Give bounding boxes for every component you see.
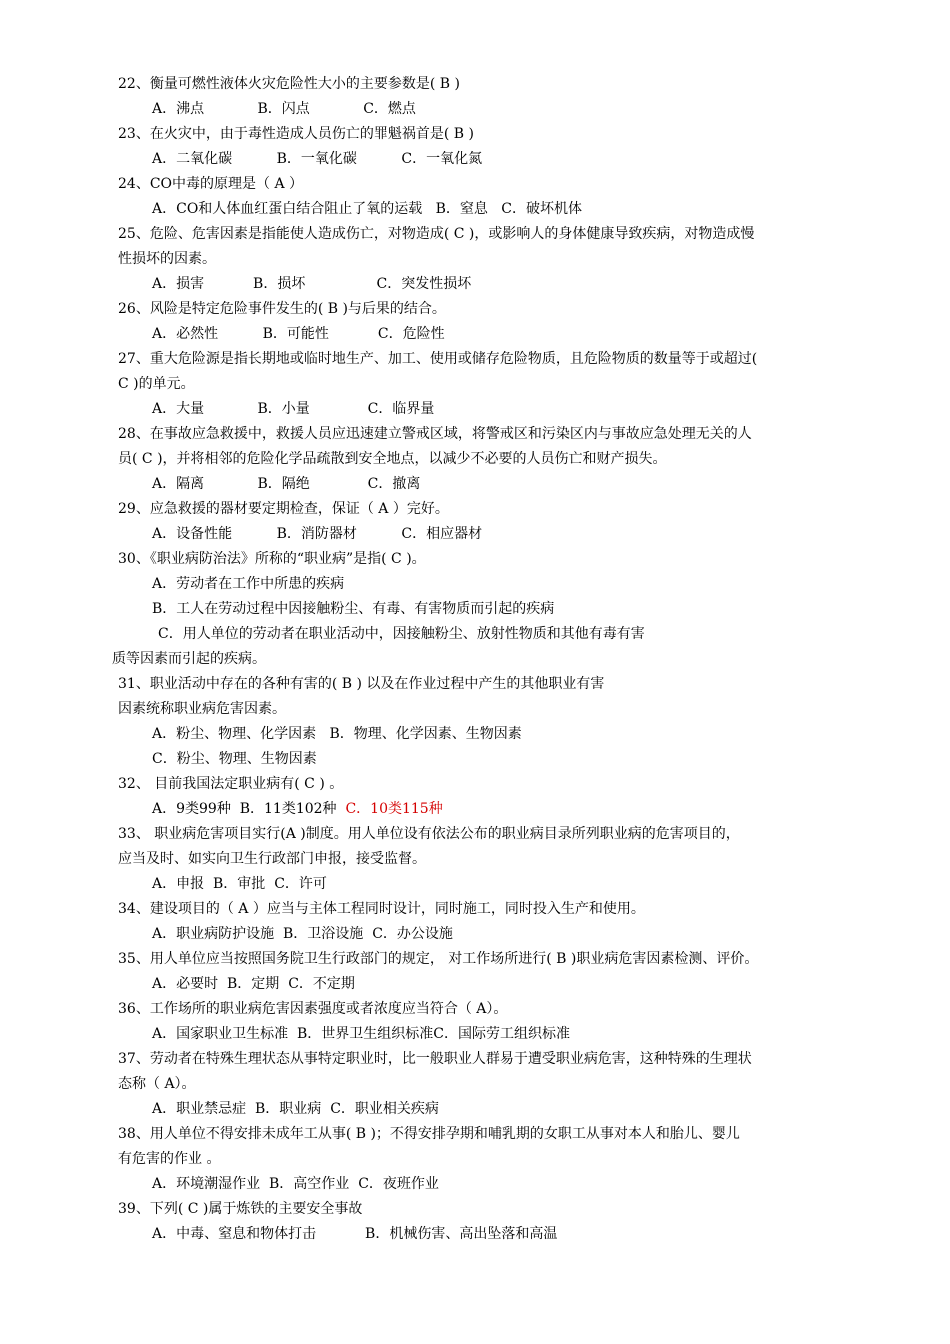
question-37-options: A．职业禁忌症 B．职业病 C．职业相关疾病 [152, 1101, 439, 1117]
question-26-stem: 26、风险是特定危险事件发生的( B )与后果的结合。 [118, 301, 446, 317]
question-28-stem: 28、在事故应急救援中，救援人员应迅速建立警戒区域，将警戒区和污染区内与事故应急处理无关的人 [118, 426, 752, 442]
question-28-stem-continued: 员( C )，并将相邻的危险化学品疏散到安全地点，以减少不必要的人员伤亡和财产损失。 [118, 451, 667, 467]
question-31-stem-continued: 因素统称职业病危害因素。 [118, 701, 286, 717]
question-32-options [152, 799, 443, 819]
question-24-options: A．CO和人体血红蛋白结合阻止了氧的运载 B．窒息 C．破坏机体 [152, 201, 582, 217]
question-27-stem: 27、重大危险源是指长期地或临时地生产、加工、使用或储存危险物质，且危险物质的数量等于或超过( [118, 351, 758, 367]
question-38-options: A．环境潮湿作业 B．高空作业 C．夜班作业 [152, 1176, 439, 1192]
question-39-options: A．中毒、窒息和物体打击 B．机械伤害、高出坠落和高温 [152, 1226, 558, 1242]
question-39-stem: 39、下列( C )属于炼铁的主要安全事故 [118, 1201, 363, 1217]
question-23-stem: 23、在火灾中，由于毒性造成人员伤亡的罪魁祸首是( B ) [118, 126, 474, 142]
question-30-option-b: B．工人在劳动过程中因接触粉尘、有毒、有害物质而引起的疾病 [152, 601, 555, 617]
question-30-option-c-continued: 质等因素而引起的疾病。 [112, 651, 266, 667]
question-28-options: A．隔离 B．隔绝 C．撤离 [152, 476, 421, 492]
question-31-options-ab: A．粉尘、物理、化学因素 B．物理、化学因素、生物因素 [152, 726, 522, 742]
question-22-stem: 22、衡量可燃性液体火灾危险性大小的主要参数是( B ) [118, 76, 460, 92]
question-34-stem: 34、建设项目的（ A ）应当与主体工程同时设计，同时施工，同时投入生产和使用。 [118, 901, 645, 917]
question-34-options: A．职业病防护设施 B．卫浴设施 C．办公设施 [152, 926, 453, 942]
question-29-stem: 29、应急救援的器材要定期检查，保证（ A ）完好。 [118, 501, 449, 517]
question-36-stem: 36、工作场所的职业病危害因素强度或者浓度应当符合（ A）。 [118, 1001, 508, 1017]
question-38-stem: 38、用人单位不得安排未成年工从事( B )；不得安排孕期和哺乳期的女职工从事对本人和胎儿、婴儿 [118, 1126, 740, 1142]
question-32-stem: 32、 目前我国法定职业病有( C ) 。 [118, 776, 344, 792]
question-35-options: A．必要时 B．定期 C．不定期 [152, 976, 355, 992]
question-29-options: A．设备性能 B．消防器材 C．相应器材 [152, 526, 483, 542]
question-25-stem: 25、危险、危害因素是指能使人造成伤亡，对物造成( C )，或影响人的身体健康导致疾病，对物造成慢 [118, 226, 755, 242]
question-30-option-a: A．劳动者在工作中所患的疾病 [152, 576, 345, 592]
question-31-option-c: C．粉尘、物理、生物因素 [152, 751, 317, 767]
question-30-stem: 30、《职业病防治法》所称的“职业病”是指( C )。 [118, 551, 426, 567]
question-33-options: A．申报 B．审批 C．许可 [152, 876, 327, 892]
question-23-options: A．二氧化碳 B．一氧化碳 C．一氧化氮 [152, 151, 483, 167]
question-31-stem: 31、职业活动中存在的各种有害的( B ) 以及在作业过程中产生的其他职业有害 [118, 676, 605, 692]
question-30-option-c: C．用人单位的劳动者在职业活动中，因接触粉尘、放射性物质和其他有毒有害 [158, 626, 645, 642]
question-33-stem-continued: 应当及时、如实向卫生行政部门申报，接受监督。 [118, 851, 426, 867]
question-24-stem: 24、CO中毒的原理是（ A ） [118, 176, 304, 192]
question-33-stem: 33、 职业病危害项目实行(A )制度。用人单位设有依法公布的职业病目录所列职业病的危害项目的， [118, 826, 740, 842]
question-26-options: A．必然性 B．可能性 C．危险性 [152, 326, 445, 342]
question-38-stem-continued: 有危害的作业 。 [118, 1151, 221, 1167]
question-35-stem: 35、用人单位应当按照国务院卫生行政部门的规定， 对工作场所进行( B )职业病危害因素检测、评价。 [118, 951, 759, 967]
question-22-options: A．沸点 B．闪点 C．燃点 [152, 101, 416, 117]
question-27-options: A．大量 B．小量 C．临界量 [152, 401, 435, 417]
question-37-stem: 37、劳动者在特殊生理状态从事特定职业时，比一般职业人群易于遭受职业病危害，这种特殊的生理状 [118, 1051, 752, 1067]
question-36-options: A．国家职业卫生标准 B．世界卫生组织标准C．国际劳工组织标准 [152, 1026, 571, 1042]
question-37-stem-continued: 态称（ A）。 [118, 1076, 196, 1092]
question-25-options: A．损害 B．损坏 C．突发性损坏 [152, 276, 472, 292]
question-27-stem-continued: C )的单元。 [118, 376, 195, 392]
question-32-answer-highlight: C．10类115种 [345, 801, 443, 817]
question-25-stem-continued: 性损坏的因素。 [118, 251, 216, 267]
question-32-options-ab: A．9类99种 B．11类102种 [152, 801, 346, 817]
